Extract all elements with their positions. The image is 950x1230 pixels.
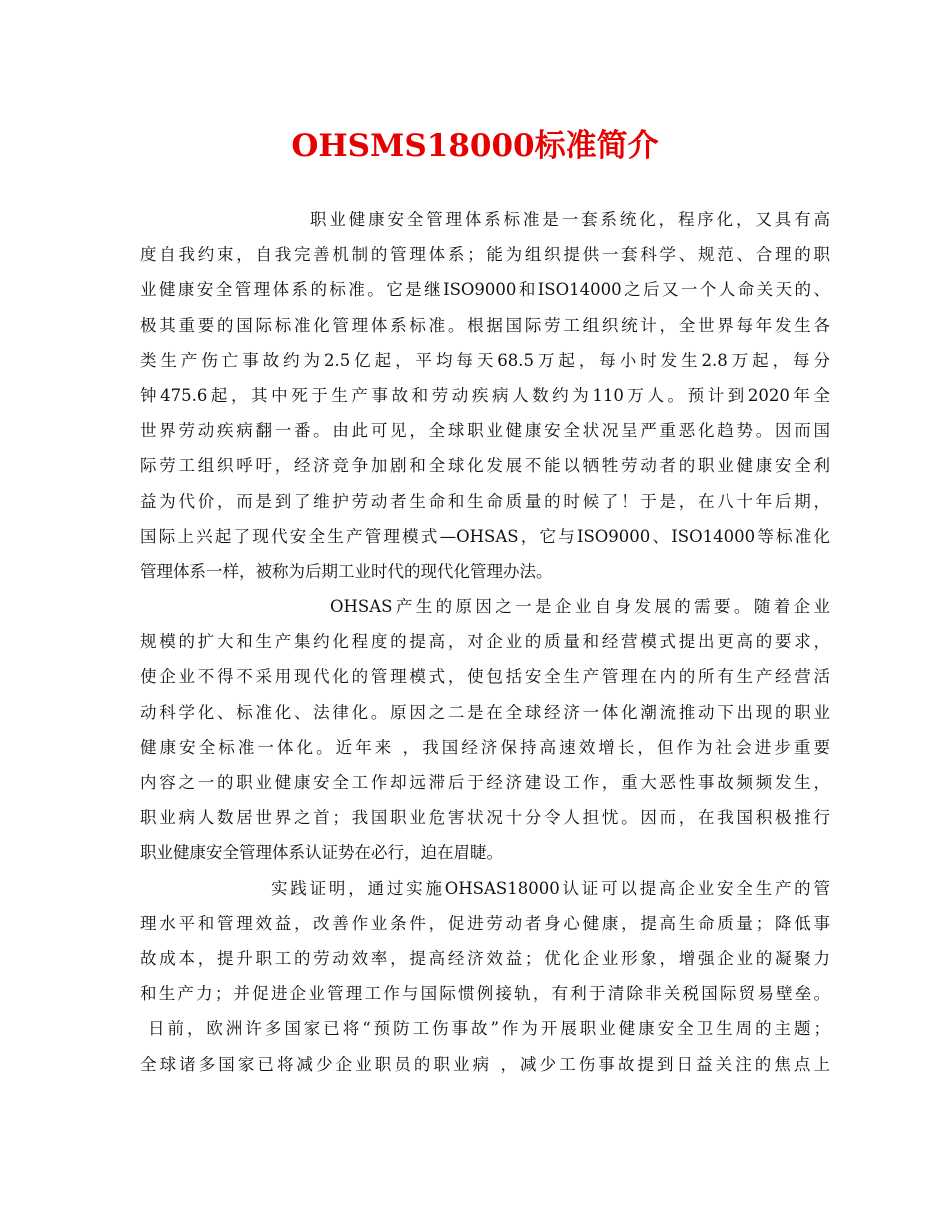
text-line: 国际上兴起了现代安全生产管理模式—OHSAS，它与ISO9000、ISO14000等标准化	[140, 526, 830, 546]
text-line: 职业健康安全管理体系认证势在必行，迫在眉睫。	[140, 843, 503, 863]
text-line: OHSAS产生的原因之一是企业自身发展的需要。随着企业	[330, 597, 830, 617]
text-line: 实践证明，通过实施OHSAS18000认证可以提高企业安全生产的管	[271, 878, 830, 898]
document-title: OHSMS18000标准简介	[291, 128, 659, 164]
text-line: 日前，欧洲许多国家已将“预防工伤事故”作为开展职业健康安全卫生周的主题；	[148, 1019, 830, 1039]
document-body	[140, 202, 830, 1082]
text-line: 极其重要的国际标准化管理体系标准。根据国际劳工组织统计，全世界每年发生各	[140, 315, 830, 335]
paragraph-causes	[140, 589, 830, 871]
text-line: 世界劳动疾病翻一番。由此可见，全球职业健康安全状况呈严重恶化趋势。因而国	[140, 421, 830, 441]
text-line: 业健康安全管理体系的标准。它是继ISO9000和ISO14000之后又一个人命关天的、	[140, 280, 830, 300]
text-line: 类生产伤亡事故约为2.5亿起，平均每天68.5万起，每小时发生2.8万起，每分	[140, 350, 830, 370]
text-line: 规模的扩大和生产集约化程度的提高，对企业的质量和经营模式提出更高的要求，	[140, 632, 830, 652]
text-line: 钟475.6起，其中死于生产事故和劳动疾病人数约为110万人。预计到2020年全	[140, 385, 830, 405]
text-line: 全球诸多国家已将减少企业职员的职业病 ，减少工伤事故提到日益关注的焦点上	[140, 1054, 830, 1074]
text-line: 际劳工组织呼吁，经济竞争加剧和全球化发展不能以牺牲劳动者的职业健康安全利	[140, 456, 830, 476]
text-line: 和生产力；并促进企业管理工作与国际惯例接轨，有利于清除非关税国际贸易壁垒。	[140, 984, 830, 1004]
text-line: 管理体系一样，被称为后期工业时代的现代化管理办法。	[140, 561, 553, 581]
text-line: 动科学化、标准化、法律化。原因之二是在全球经济一体化潮流推动下出现的职业	[140, 702, 830, 722]
paragraph-benefits	[140, 871, 830, 1012]
text-line: 职业病人数居世界之首；我国职业危害状况十分令人担忧。因而，在我国积极推行	[140, 808, 830, 828]
text-line: 度自我约束，自我完善机制的管理体系；能为组织提供一套科学、规范、合理的职	[140, 245, 830, 265]
text-line: 益为代价，而是到了维护劳动者生命和生命质量的时候了！于是，在八十年后期，	[140, 491, 830, 511]
text-line: 职业健康安全管理体系标准是一套系统化，程序化，又具有高	[310, 210, 830, 229]
text-line: 使企业不得不采用现代化的管理模式，使包括安全生产管理在内的所有生产经营活	[140, 667, 830, 687]
text-line: 理水平和管理效益，改善作业条件，促进劳动者身心健康，提高生命质量；降低事	[140, 913, 830, 933]
text-line: 健康安全标准一体化。近年来 ，我国经济保持高速效增长，但作为社会进步重要	[140, 737, 830, 757]
paragraph-intro	[140, 202, 830, 589]
text-line: 内容之一的职业健康安全工作却远滞后于经济建设工作，重大恶性事故频频发生，	[140, 773, 830, 792]
paragraph-trends	[140, 1011, 830, 1081]
text-line: 故成本，提升职工的劳动效率，提高经济效益；优化企业形象，增强企业的凝聚力	[140, 948, 830, 968]
